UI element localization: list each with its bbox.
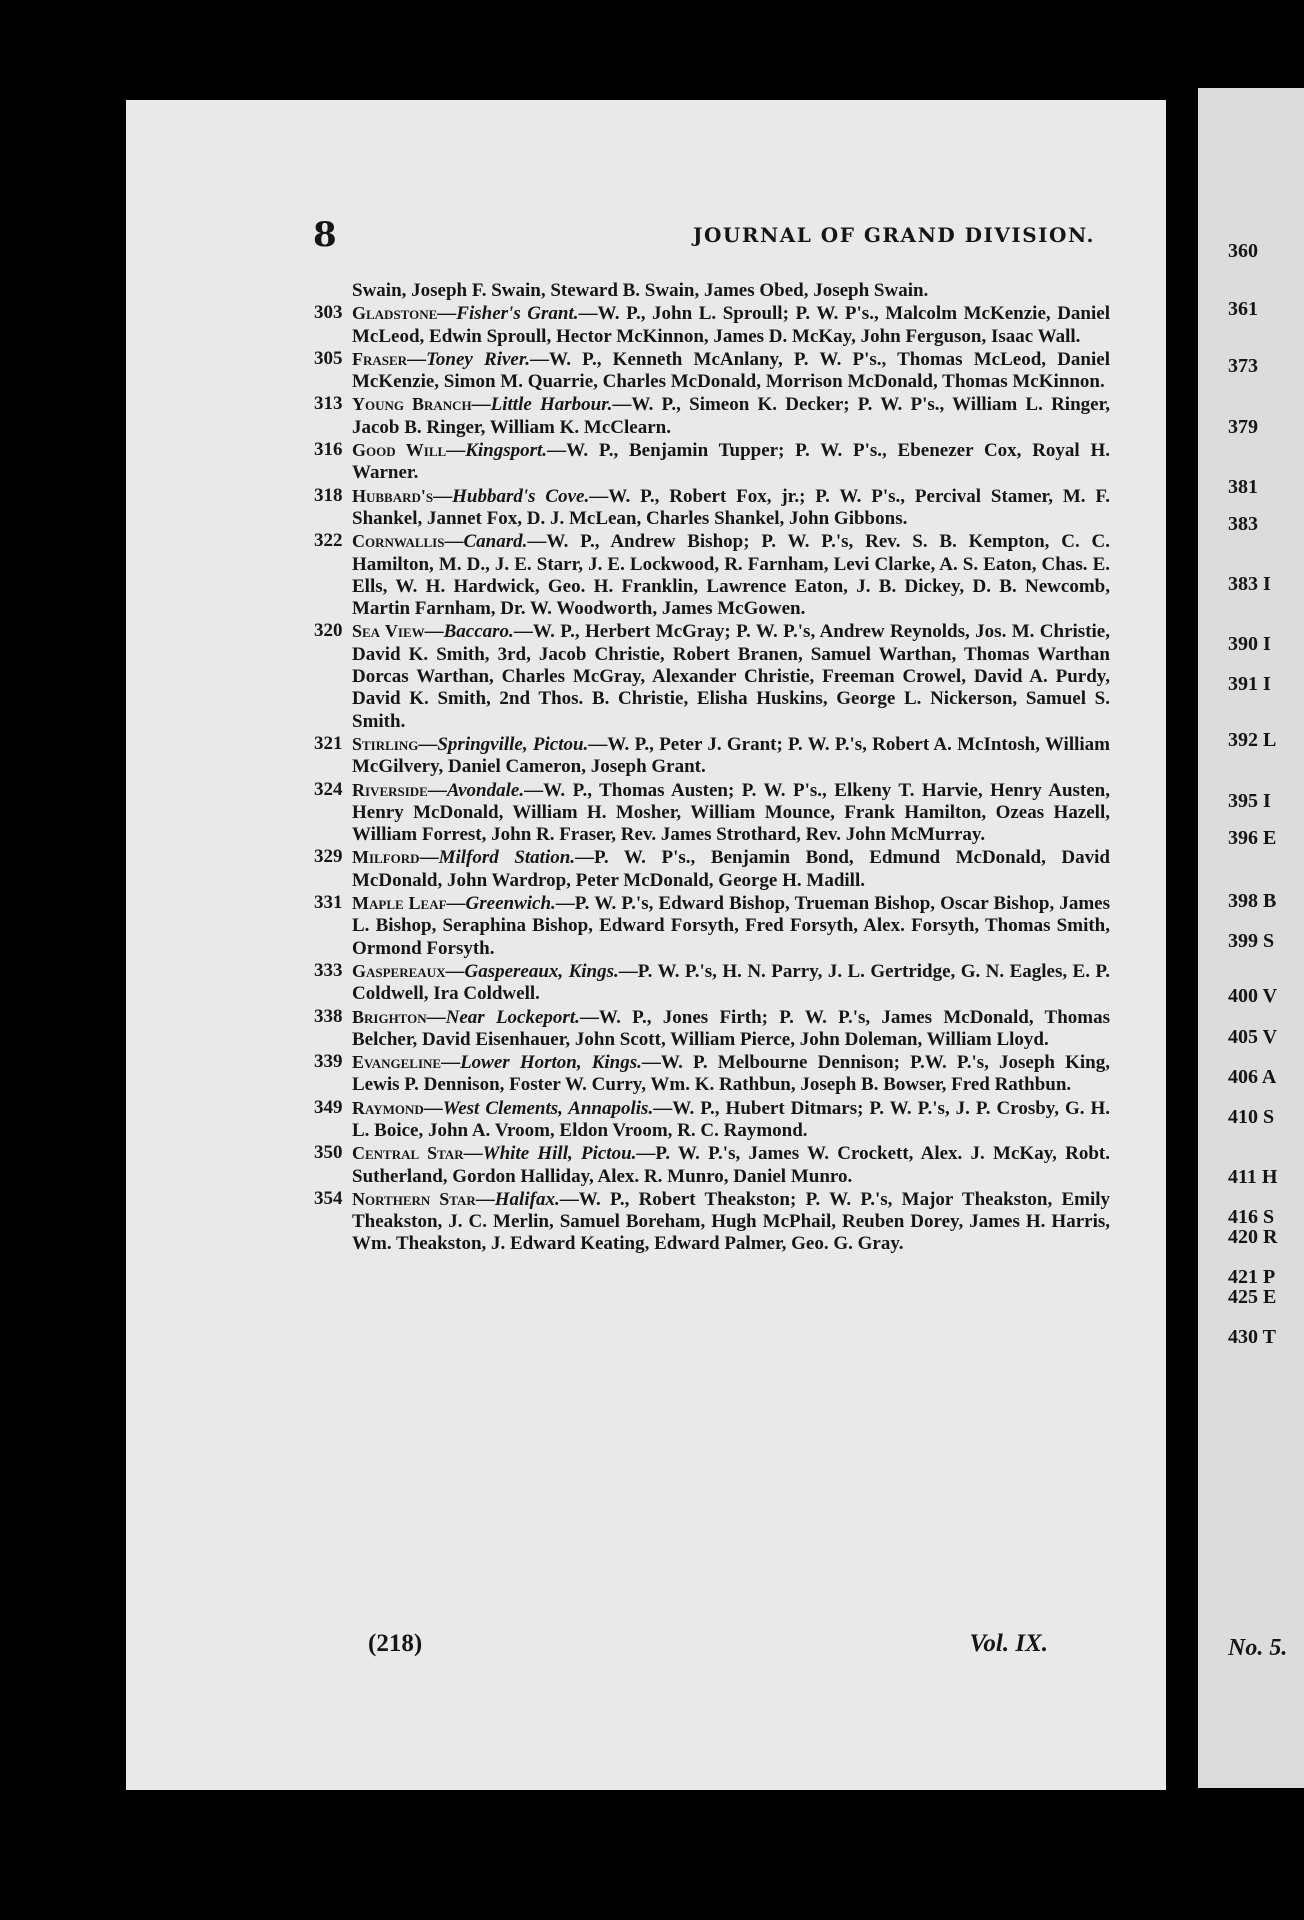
lodge-number: 324 [314, 778, 343, 800]
lodge-number: 318 [314, 484, 343, 506]
right-page-entry-number: 410 S [1228, 1106, 1275, 1128]
lodge-number: 316 [314, 439, 343, 461]
lodge-officers: —P. W. P.'s, Edward Bishop, Trueman Bishop, Oscar Bishop, James L. Bishop, Seraphina Bishop, Edward Forsyth, Fred Forsyth, Alex. Forsyth, Thomas Smith, Ormond Forsyth. [352, 893, 1110, 959]
lodge-name: Riverside [352, 779, 428, 800]
right-page-entry-number: 416 S [1228, 1206, 1275, 1228]
lodge-entry: 349 Raymond—West Clements, Annapolis.—W. P., Hubert Ditmars; P. W. P.'s, J. P. Crosby, G. H. L. Boice, John A. Vroom, Eldon Vroom, R. C. Raymond. [314, 1096, 1111, 1141]
lodge-entry: 313 Young Branch—Little Harbour.—W. P., Simeon K. Decker; P. W. P's., William L. Ringer, Jacob B. Ringer, William K. McClearn. [314, 393, 1111, 438]
right-page-entry-number: 398 B [1228, 890, 1277, 912]
page-reference: (218) [368, 1630, 423, 1657]
lodge-entry: 318 Hubbard's—Hubbard's Cove.—W. P., Robert Fox, jr.; P. W. P's., Percival Stamer, M. F. Shankel, Jannet Fox, D. J. McLean, Charles Shankel, John Gibbons. [314, 484, 1111, 529]
lodge-number: 350 [314, 1142, 343, 1164]
lodge-number: 320 [314, 620, 343, 642]
lodge-name: Brighton [352, 1006, 427, 1027]
lodge-name: Northern Star [352, 1188, 476, 1209]
lodge-name: Good Will [352, 440, 447, 461]
right-page-entry-number: 373 [1228, 355, 1258, 377]
lodge-place: Gaspereaux, Kings. [464, 960, 619, 982]
lodge-officers: —P. W. P's., Benjamin Bond, Edmund McDonald, David McDonald, John Wardrop, Peter McDonald, George H. Madill. [352, 847, 1110, 891]
lodge-entry: 303 Gladstone—Fisher's Grant.—W. P., John L. Sproull; P. W. P's., Malcolm McKenzie, Daniel McLeod, Edwin Sproull, Hector McKinnon, James D. McKay, John Ferguson, Isaac Wall. [314, 302, 1110, 347]
lodge-number: 329 [314, 846, 343, 868]
lodge-officers: —W. P., Kenneth McAnlany, P. W. P's., Thomas McLeod, Daniel McKenzie, Simon M. Quarrie, Charles McDonald, Morrison McDonald, Thomas McKinnon. [352, 348, 1110, 393]
lodge-place: Halifax. [494, 1188, 560, 1210]
lodge-name: Young Branch [352, 394, 472, 415]
lodge-officers: —W. P., Peter J. Grant; P. W. P.'s, Robert A. McIntosh, William McGilvery, Daniel Cameron, Joseph Grant. [352, 733, 1110, 778]
lodge-number: 338 [314, 1005, 343, 1027]
lodge-place: White Hill, Pictou. [482, 1143, 637, 1165]
right-page-entry-number: 421 P [1228, 1266, 1276, 1288]
lodge-number: 331 [314, 892, 343, 914]
lodge-entry: 333 Gaspereaux—Gaspereaux, Kings.—P. W. P.'s, H. N. Parry, J. L. Gertridge, G. N. Eagles, E. P. Coldwell, Ira Coldwell. [314, 959, 1111, 1005]
lodge-entry: 339 Evangeline—Lower Horton, Kings.—W. P. Melbourne Dennison; P.W. P.'s, Joseph King, Lewis P. Dennison, Foster W. Curry, Wm. K. Rathbun, Joseph B. Bowser, Fred Rathbun. [314, 1051, 1110, 1096]
lodge-entry: 320 Sea View—Baccaro.—W. P., Herbert McGray; P. W. P.'s, Andrew Reynolds, Jos. M. Christie, David K. Smith, 3rd, Jacob Christie, Robert Branen, Samuel Warthan, Thomas Warthan Dorcas Warthan, Charles McGray, Alexander Christie, Freeman Crowel, David A. Purdy, David K. Smith, 2nd Thos. B. Christie, Elisha Huskins, George L. Nickerson, Samuel S. Smith. [314, 620, 1110, 732]
lodge-name: Sea View [352, 621, 425, 642]
lodge-entry: 354 Northern Star—Halifax.—W. P., Robert Theakston; P. W. P.'s, Major Theakston, Emily Theakston, J. C. Merlin, Samuel Boreham, Hugh McPhail, Reuben Dorey, James H. Harris, Wm. Theakston, J. Edward Keating, Edward Palmer, Geo. G. Gray. [314, 1187, 1111, 1255]
right-page-column [1228, 0, 1304, 1920]
lodge-number: 354 [314, 1187, 343, 1209]
lodge-officers: —W. P., Hubert Ditmars; P. W. P.'s, J. P. Crosby, G. H. L. Boice, John A. Vroom, Eldon Vroom, R. C. Raymond. [352, 1097, 1111, 1141]
page-number: 8 [313, 215, 337, 255]
lodge-entry: 322 Cornwallis—Canard.—W. P., Andrew Bishop; P. W. P.'s, Rev. S. B. Kempton, C. C. Hamilton, M. D., J. E. Starr, J. E. Lockwood, R. Farnham, Levi Clarke, A. S. Eaton, Chas. E. Ells, W. H. Hardwick, Geo. H. Franklin, Lawrence Eaton, J. B. Dickey, D. B. Newcomb, Martin Farnham, Dr. W. Woodworth, James McGowen. [314, 530, 1110, 620]
lodge-place: Canard. [463, 531, 528, 553]
lodge-place: Avondale. [446, 779, 525, 801]
continuation-text: Swain, Joseph F. Swain, Steward B. Swain, James Obed, Joseph Swain. [352, 280, 929, 301]
lodge-number: 322 [314, 530, 343, 552]
lodge-place: Kingsport. [465, 440, 548, 462]
lodge-place: Springville, Pictou. [437, 733, 589, 755]
lodge-place: Greenwich. [465, 893, 556, 915]
lodge-entry: 329 Milford—Milford Station.—P. W. P's., Benjamin Bond, Edmund McDonald, David McDonald, John Wardrop, Peter McDonald, George H. Madill. [314, 846, 1110, 891]
right-page-entry-number: 406 A [1228, 1066, 1277, 1088]
right-page-entry-number: 383 I [1228, 573, 1271, 595]
lodge-officers: —W. P., Jones Firth; P. W. P.'s, James McDonald, Thomas Belcher, David Eisenhauer, John Scott, William Pierce, John Doleman, William Lloyd. [352, 1006, 1110, 1050]
right-page-entry-number: 425 E [1228, 1286, 1277, 1308]
lodge-place: Baccaro. [443, 621, 514, 643]
lodge-name: Evangeline [352, 1052, 442, 1073]
right-page-entry-number: 360 [1228, 240, 1258, 262]
running-title: JOURNAL OF GRAND DIVISION. [693, 223, 1095, 247]
lodge-name: Gladstone [352, 303, 438, 324]
lodge-number: 313 [314, 393, 343, 415]
right-page-entry-number: 395 I [1228, 790, 1271, 812]
lodge-number: 349 [314, 1096, 343, 1118]
lodge-entry: 331 Maple Leaf—Greenwich.—P. W. P.'s, Edward Bishop, Trueman Bishop, Oscar Bishop, James L. Bishop, Seraphina Bishop, Edward Forsyth, Fred Forsyth, Alex. Forsyth, Thomas Smith, Ormond Forsyth. [314, 892, 1110, 959]
lodge-officers: —P. W. P.'s, H. N. Parry, J. L. Gertridge, G. N. Eagles, E. P. Coldwell, Ira Coldwell. [352, 960, 1111, 1005]
lodge-name: Hubbard's [352, 485, 434, 506]
lodge-officers: —W. P., Thomas Austen; P. W. P's., Elkeny T. Harvie, Henry Austen, Henry McDonald, William H. Mosher, William Mounce, Frank Hamilton, Ozeas Hazell, William Forrest, John R. Fraser, Rev. James Strothard, Rev. John McMurray. [352, 779, 1110, 846]
lodge-number: 305 [314, 347, 343, 369]
lodge-place: Hubbard's Cove. [452, 485, 590, 507]
lodge-name: Maple Leaf [352, 893, 447, 914]
right-page-entry-number: 430 T [1228, 1326, 1276, 1348]
lodge-number: 333 [314, 959, 343, 981]
lodge-number: 303 [314, 302, 343, 324]
page-footer [368, 1630, 1048, 1670]
right-page-entry-number: 396 E [1228, 827, 1277, 849]
lodge-officers: —W. P., Benjamin Tupper; P. W. P's., Ebenezer Cox, Royal H. Warner. [352, 440, 1110, 484]
lodge-name: Central Star [352, 1143, 464, 1164]
lodge-list [300, 280, 1110, 1256]
lodge-place: Toney River. [426, 348, 530, 370]
lodge-entry: 324 Riverside—Avondale.—W. P., Thomas Austen; P. W. P's., Elkeny T. Harvie, Henry Austen, Henry McDonald, William H. Mosher, William Mounce, Frank Hamilton, Ozeas Hazell, William Forrest, John R. Fraser, Rev. James Strothard, Rev. John McMurray. [314, 778, 1110, 846]
lodge-place: Milford Station. [438, 847, 576, 869]
lodge-officers: —W. P., Robert Theakston; P. W. P.'s, Major Theakston, Emily Theakston, J. C. Merlin, Samuel Boreham, Hugh McPhail, Reuben Dorey, James H. Harris, Wm. Theakston, J. Edward Keating, Edward Palmer, Geo. G. Gray. [352, 1188, 1111, 1255]
volume-label: Vol. IX. [969, 1630, 1048, 1657]
right-page-entry-number: 383 [1228, 513, 1258, 535]
lodge-entry: 316 Good Will—Kingsport.—W. P., Benjamin Tupper; P. W. P's., Ebenezer Cox, Royal H. Warner. [314, 439, 1110, 484]
lodge-officers: —W. P., John L. Sproull; P. W. P's., Malcolm McKenzie, Daniel McLeod, Edwin Sproull, Hector McKinnon, James D. McKay, John Ferguson, Isaac Wall. [352, 303, 1110, 347]
right-page-entry-number: 392 L [1228, 729, 1277, 751]
right-page-entry-number: 400 V [1228, 985, 1278, 1007]
lodge-officers: —P. W. P.'s, James W. Crockett, Alex. J. McKay, Robt. Sutherland, Gordon Halliday, Alex. R. Munro, Daniel Munro. [352, 1143, 1111, 1187]
right-page-entry-number: 361 [1228, 298, 1258, 320]
lodge-number: 321 [314, 732, 343, 754]
right-page-entry-number: 420 R [1228, 1226, 1278, 1248]
right-page-entry-number: 391 I [1228, 673, 1271, 695]
lodge-name: Stirling [352, 733, 419, 754]
gutter [1166, 90, 1200, 1790]
right-page-entry-number: 399 S [1228, 930, 1275, 952]
lodge-place: Lower Horton, Kings. [460, 1052, 642, 1074]
lodge-place: Near Lockeport. [445, 1006, 580, 1028]
lodge-number: 339 [314, 1051, 343, 1073]
lodge-entry: 338 Brighton—Near Lockeport.—W. P., Jones Firth; P. W. P.'s, James McDonald, Thomas Belcher, David Eisenhauer, John Scott, William Pierce, John Doleman, William Lloyd. [314, 1005, 1110, 1050]
right-page-entry-number: 405 V [1228, 1026, 1278, 1048]
lodge-place: West Clements, Annapolis. [442, 1097, 654, 1119]
lodge-place: Little Harbour. [490, 394, 613, 416]
lodge-place: Fisher's Grant. [456, 303, 579, 325]
lodge-entry: 321 Stirling—Springville, Pictou.—W. P., Peter J. Grant; P. W. P.'s, Robert A. McIntosh, William McGilvery, Daniel Cameron, Joseph Grant. [314, 732, 1110, 778]
page-header [183, 215, 1183, 255]
lodge-entry: 305 Fraser—Toney River.—W. P., Kenneth McAnlany, P. W. P's., Thomas McLeod, Daniel McKenzie, Simon M. Quarrie, Charles McDonald, Morrison McDonald, Thomas McKinnon. [314, 347, 1110, 393]
right-page-entry-number: 390 I [1228, 633, 1271, 655]
lodge-entry: 350 Central Star—White Hill, Pictou.—P. W. P.'s, James W. Crockett, Alex. J. McKay, Robt. Sutherland, Gordon Halliday, Alex. R. Munro, Daniel Munro. [314, 1142, 1111, 1187]
lodge-officers: —W. P. Melbourne Dennison; P.W. P.'s, Joseph King, Lewis P. Dennison, Foster W. Curry, Wm. K. Rathbun, Joseph B. Bowser, Fred Rathbun. [352, 1052, 1110, 1096]
lodge-name: Raymond [352, 1097, 424, 1118]
right-page-entry-number: 379 [1228, 416, 1258, 438]
lodge-name: Fraser [352, 348, 408, 369]
lodge-officers: —W. P., Herbert McGray; P. W. P.'s, Andrew Reynolds, Jos. M. Christie, David K. Smith, 3rd, Jacob Christie, Robert Branen, Samuel Warthan, Thomas Warthan Dorcas Warthan, Charles McGray, Alexander Christie, Freeman Crowel, David A. Purdy, David K. Smith, 2nd Thos. B. Christie, Elisha Huskins, George L. Nickerson, Samuel S. Smith. [352, 621, 1110, 732]
right-page-entry-number: 381 [1228, 476, 1258, 498]
lodge-officers: —W. P., Andrew Bishop; P. W. P.'s, Rev. S. B. Kempton, C. C. Hamilton, M. D., J. E. Starr, J. E. Lockwood, R. Farnham, Levi Clarke, A. S. Eaton, Chas. E. Ells, W. H. Hardwick, Geo. H. Franklin, Lawrence Eaton, J. B. Dickey, D. B. Newcomb, Martin Farnham, Dr. W. Woodworth, James McGowen. [352, 531, 1110, 620]
lodge-officers: —W. P., Simeon K. Decker; P. W. P's., William L. Ringer, Jacob B. Ringer, William K. McClearn. [352, 394, 1111, 438]
lodge-name: Cornwallis [352, 531, 445, 552]
lodge-name: Gaspereaux [352, 960, 446, 981]
lodge-name: Milford [352, 847, 420, 868]
lodge-officers: —W. P., Robert Fox, jr.; P. W. P's., Percival Stamer, M. F. Shankel, Jannet Fox, D. J. McLean, Charles Shankel, John Gibbons. [352, 485, 1111, 529]
right-page-entry-number: 411 H [1228, 1166, 1278, 1188]
right-page-footer: No. 5. [1228, 1635, 1288, 1661]
